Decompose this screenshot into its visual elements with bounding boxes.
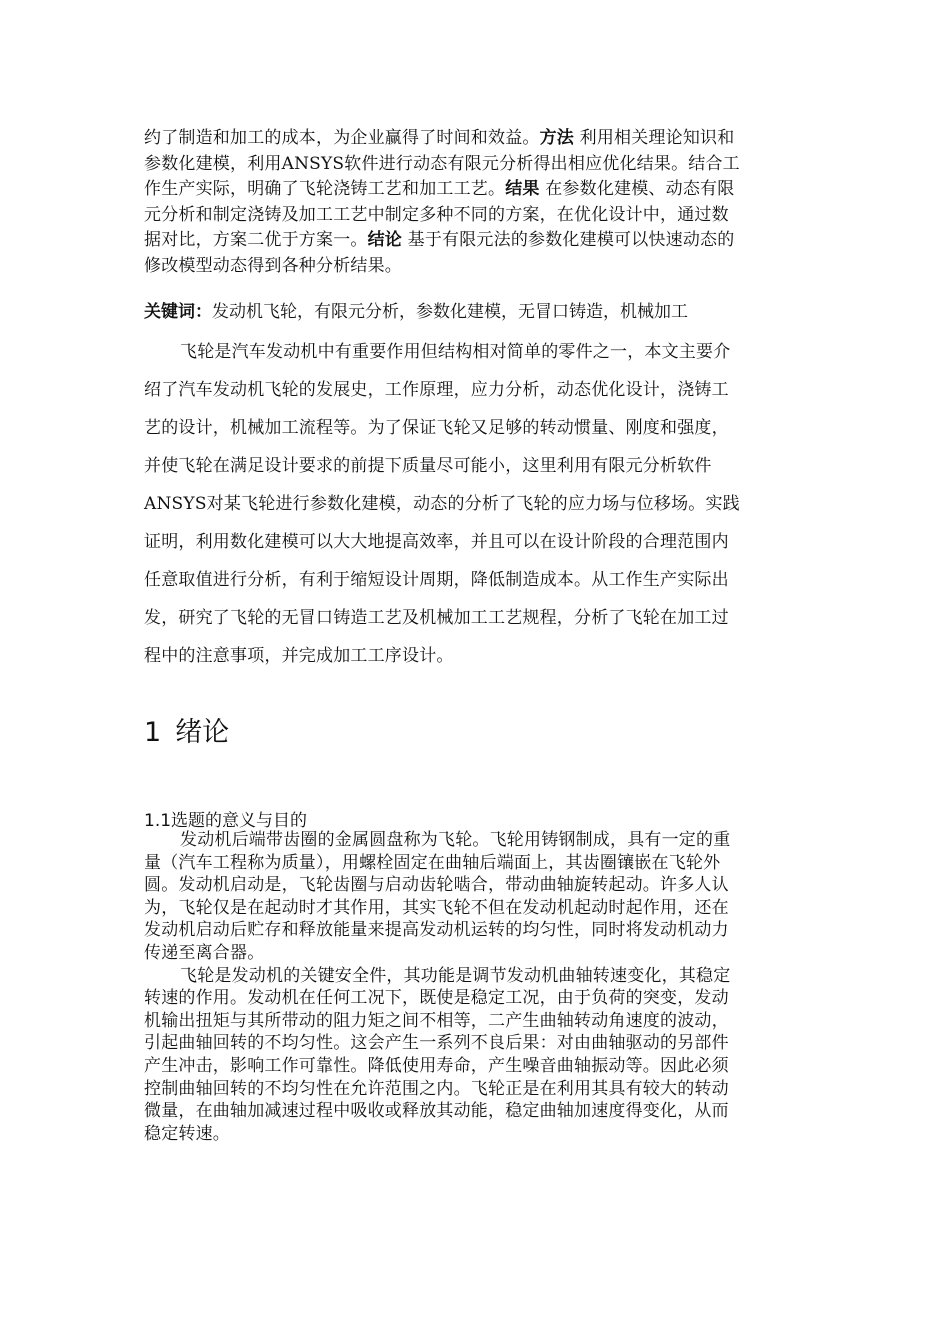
abstract-line-5: 据对比，方案二优于方案一。结论 基于有限元法的参数化建模可以快速动态的: [144, 230, 735, 250]
body-line: 发动机启动后贮存和释放能量来提高发动机运转的均匀性，同时将发动机动力: [144, 920, 729, 941]
keywords-text: 发动机飞轮，有限元分析，参数化建模，无冒口铸造，机械加工: [212, 302, 688, 322]
body-line: 传递至离合器。: [144, 942, 265, 963]
body-line: 引起曲轴回转的不均匀性。这会产生一系列不良后果：对由曲轴驱动的另部件: [144, 1033, 729, 1054]
body-line: 为，飞轮仅是在起动时才其作用，其实飞轮不但在发动机起动时起作用，还在: [144, 897, 729, 918]
chapter-number: 1: [144, 717, 162, 748]
summary-paragraph: [144, 333, 812, 675]
abstract-line-4: 元分析和制定浇铸及加工工艺中制定多种不同的方案，在优化设计中，通过数: [144, 204, 729, 225]
body-line: 稳定转速。: [144, 1123, 230, 1144]
body-line: 微量，在曲轴加减速过程中吸收或释放其动能，稳定曲轴加速度得变化，从而: [144, 1101, 729, 1122]
keywords-label: 关键词：: [144, 302, 212, 322]
chapter-title: 绪论: [175, 717, 230, 748]
summary-line: 任意取值进行分析，有利于缩短设计周期，降低制造成本。从工作生产实际出: [144, 570, 729, 590]
conclusion-label: 结论: [367, 230, 403, 250]
body-line: 圆。发动机启动是，飞轮齿圈与启动齿轮啮合，带动曲轴旋转起动。许多人认: [144, 875, 729, 896]
summary-line: 程中的注意事项，并完成加工工序设计。: [144, 646, 454, 666]
body-line: 量（汽车工程称为质量），用螺栓固定在曲轴后端面上，其齿圈镶嵌在飞轮外: [144, 852, 721, 873]
summary-line: 证明，利用数化建模可以大大地提高效率，并且可以在设计阶段的合理范围内: [144, 532, 729, 552]
abstract-line-6: 修改模型动态得到各种分析结果。: [144, 255, 402, 276]
abstract-line-2: 参数化建模，利用ANSYS软件进行动态有限元分析得出相应优化结果。结合工: [144, 153, 740, 174]
abstract-continuation: [144, 126, 812, 279]
abstract-line-3: 作生产实际，明确了飞轮浇铸工艺和加工工艺。结果 在参数化建模、动态有限: [144, 179, 735, 199]
abstract-line-1: 约了制造和加工的成本，为企业赢得了时间和效益。方法 利用相关理论知识和: [144, 128, 735, 148]
summary-line: 并使飞轮在满足设计要求的前提下质量尽可能小，这里利用有限元分析软件: [144, 456, 712, 476]
body-line: 飞轮是发动机的关键安全件，其功能是调节发动机曲轴转速变化，其稳定: [180, 965, 731, 986]
method-label: 方法: [539, 128, 575, 148]
body-line: 转速的作用。发动机在任何工况下，既使是稳定工况，由于负荷的突变，发动: [144, 988, 729, 1009]
section-heading: 1.1选题的意义与目的: [144, 811, 308, 831]
body-line: 机输出扭矩与其所带动的阻力矩之间不相等，二产生曲轴转动角速度的波动，: [144, 1010, 729, 1031]
summary-line: 绍了汽车发动机飞轮的发展史，工作原理，应力分析，动态优化设计，浇铸工: [144, 380, 729, 400]
body-line: 产生冲击，影响工作可靠性。降低使用寿命，产生噪音曲轴振动等。因此必须: [144, 1055, 729, 1076]
summary-line: 发，研究了飞轮的无冒口铸造工艺及机械加工工艺规程，分析了飞轮在加工过: [144, 608, 729, 628]
summary-line: ANSYS对某飞轮进行参数化建模，动态的分析了飞轮的应力场与位移场。实践: [144, 494, 740, 514]
summary-line: 飞轮是汽车发动机中有重要作用但结构相对简单的零件之一，本文主要介: [180, 342, 731, 362]
result-label: 结果: [505, 179, 540, 199]
section-body: [144, 829, 812, 1145]
body-line: 发动机后端带齿圈的金属圆盘称为飞轮。飞轮用铸钢制成，具有一定的重: [180, 830, 731, 850]
chapter-heading: [144, 710, 229, 749]
summary-line: 艺的设计，机械加工流程等。为了保证飞轮又足够的转动惯量、刚度和强度，: [144, 418, 729, 438]
keywords-line: [144, 298, 688, 326]
body-line: 控制曲轴回转的不均匀性在允许范围之内。飞轮正是在利用其具有较大的转动: [144, 1078, 729, 1099]
